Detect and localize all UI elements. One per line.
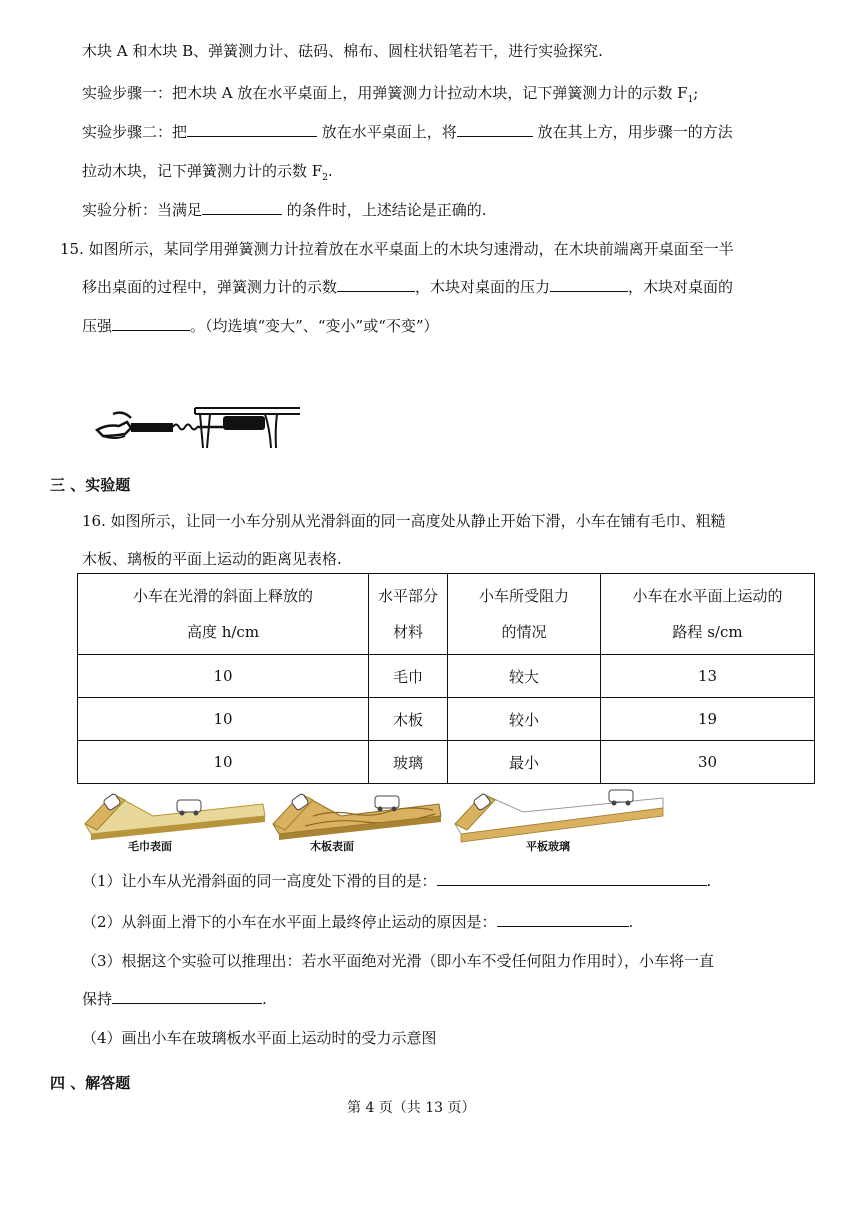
blank-q15-reading[interactable] <box>337 277 415 292</box>
step-one-end: ; <box>693 84 699 102</box>
header-cell-resistance: 小车所受阻力 的情况 <box>448 574 601 655</box>
subscript-2: 2 <box>322 173 328 183</box>
blank-analysis[interactable] <box>202 200 282 215</box>
towel-surface-panel <box>85 793 265 840</box>
sub-question-3: （3）根据这个实验可以推理出：若水平面绝对光滑（即小车不受任何阻力作用时），小车将一直 <box>82 952 715 970</box>
blank-step2-b[interactable] <box>457 122 533 137</box>
table-row <box>78 741 815 784</box>
spring-scale-figure <box>95 400 305 450</box>
blank-sub-question-1[interactable] <box>437 871 707 886</box>
cart-icon <box>177 800 201 812</box>
table-cell: 10 <box>78 655 369 698</box>
header-cell-height: 小车在光滑的斜面上释放的 高度 h/cm <box>78 574 369 655</box>
q15-text-c: ，木块对桌面的 <box>628 278 734 296</box>
q15-text-e: 。（均选填“变大”、“变小”或“不变”） <box>190 317 439 335</box>
step-one-text: 实验步骤一：把木块 A 放在水平桌面上，用弹簧测力计拉动木块，记下弹簧测力计的示数 F <box>82 84 688 102</box>
blank-sub-question-2[interactable] <box>497 912 629 927</box>
analysis-line <box>82 199 487 220</box>
cart-icon <box>609 790 633 802</box>
q15-line-2 <box>82 276 733 297</box>
table-cell: 19 <box>601 698 815 741</box>
label-wood: 木板表面 <box>310 840 354 853</box>
page-footer: 第 4 页（共 13 页） <box>347 1100 476 1116</box>
glass-surface-panel <box>455 790 663 842</box>
table-cell: 较小 <box>448 698 601 741</box>
sub-question-2-end: . <box>628 913 634 931</box>
cart-icon <box>375 796 399 808</box>
sub-question-2 <box>82 911 633 932</box>
step-two-text-d: 拉动木块，记下弹簧测力计的示数 F <box>82 162 323 180</box>
table-cell: 较大 <box>448 655 601 698</box>
blank-sub-question-3[interactable] <box>112 989 262 1004</box>
label-glass: 平板玻璃 <box>526 840 570 853</box>
table-row <box>78 698 815 741</box>
table-cell: 玻璃 <box>369 741 448 784</box>
q15-text-b: ，木块对桌面的压力 <box>415 278 551 296</box>
sub-question-3-line-2 <box>82 988 267 1009</box>
section-4-heading: 四 、解答题 <box>50 1074 131 1092</box>
q15-line-1: 15. 如图所示，某同学用弹簧测力计拉着放在水平桌面上的木块匀速滑动，在木块前端离开桌面至一半 <box>60 240 734 258</box>
experiment-table <box>77 573 815 784</box>
table-cell: 13 <box>601 655 815 698</box>
wood-surface-panel <box>273 793 441 840</box>
spring-scale-icon <box>131 423 173 432</box>
sub-question-1-end: . <box>706 872 712 890</box>
sub-question-2-text: （2）从斜面上滑下的小车在水平面上最终停止运动的原因是： <box>82 913 497 931</box>
section-3-heading: 三 、实验题 <box>50 476 131 494</box>
q16-line-1: 16. 如图所示，让同一小车分别从光滑斜面的同一高度处从静止开始下滑，小车在铺有毛巾、粗糙 <box>82 512 726 530</box>
sub-question-4: （4）画出小车在玻璃板水平面上运动时的受力示意图 <box>82 1029 437 1047</box>
table-leg <box>200 414 210 448</box>
step-two-text-c: 放在其上方，用步骤一的方法 <box>532 123 733 141</box>
subscript-1: 1 <box>687 95 694 105</box>
sub-question-1-text: （1）让小车从光滑斜面的同一高度处下滑的目的是： <box>82 872 437 890</box>
sub-question-1 <box>82 870 711 891</box>
step-two-line-2 <box>82 160 333 183</box>
header-cell-distance: 小车在水平面上运动的 路程 s/cm <box>601 574 815 655</box>
step-two-text-a: 实验步骤二：把 <box>82 123 188 141</box>
q15-line-3 <box>82 315 439 336</box>
text-line-1: 木块 A 和木块 B、弹簧测力计、砝码、棉布、圆柱状铅笔若干，进行实验探究. <box>82 42 603 60</box>
blank-q15-pressure[interactable] <box>112 316 190 331</box>
sub-question-3-text: 保持 <box>82 990 113 1008</box>
step-one-line <box>82 82 698 105</box>
step-two-text-b: 放在水平桌面上，将 <box>317 123 457 141</box>
table-cell: 毛巾 <box>369 655 448 698</box>
header-cell-material: 水平部分 材料 <box>369 574 448 655</box>
step-two-line <box>82 121 733 142</box>
step-two-end: . <box>327 162 333 180</box>
table-cell: 木板 <box>369 698 448 741</box>
analysis-text-b: 的条件时，上述结论是正确的. <box>282 201 487 219</box>
wooden-block-icon <box>223 416 265 430</box>
table-cell: 10 <box>78 698 369 741</box>
blank-q15-pressure-force[interactable] <box>550 277 628 292</box>
table-cell: 10 <box>78 741 369 784</box>
q15-text-a: 移出桌面的过程中，弹簧测力计的示数 <box>82 278 338 296</box>
q15-text-d: 压强 <box>82 317 113 335</box>
table-cell: 30 <box>601 741 815 784</box>
blank-step2-a[interactable] <box>187 122 317 137</box>
sub-question-3-end: . <box>262 990 267 1008</box>
label-towel: 毛巾表面 <box>128 840 172 853</box>
analysis-text-a: 实验分析：当满足 <box>82 201 203 219</box>
table-cell: 最小 <box>448 741 601 784</box>
q16-line-2: 木板、璃板的平面上运动的距离见表格. <box>82 550 342 568</box>
table-header-row <box>78 574 815 655</box>
table-row <box>78 655 815 698</box>
hand-icon <box>97 422 131 436</box>
